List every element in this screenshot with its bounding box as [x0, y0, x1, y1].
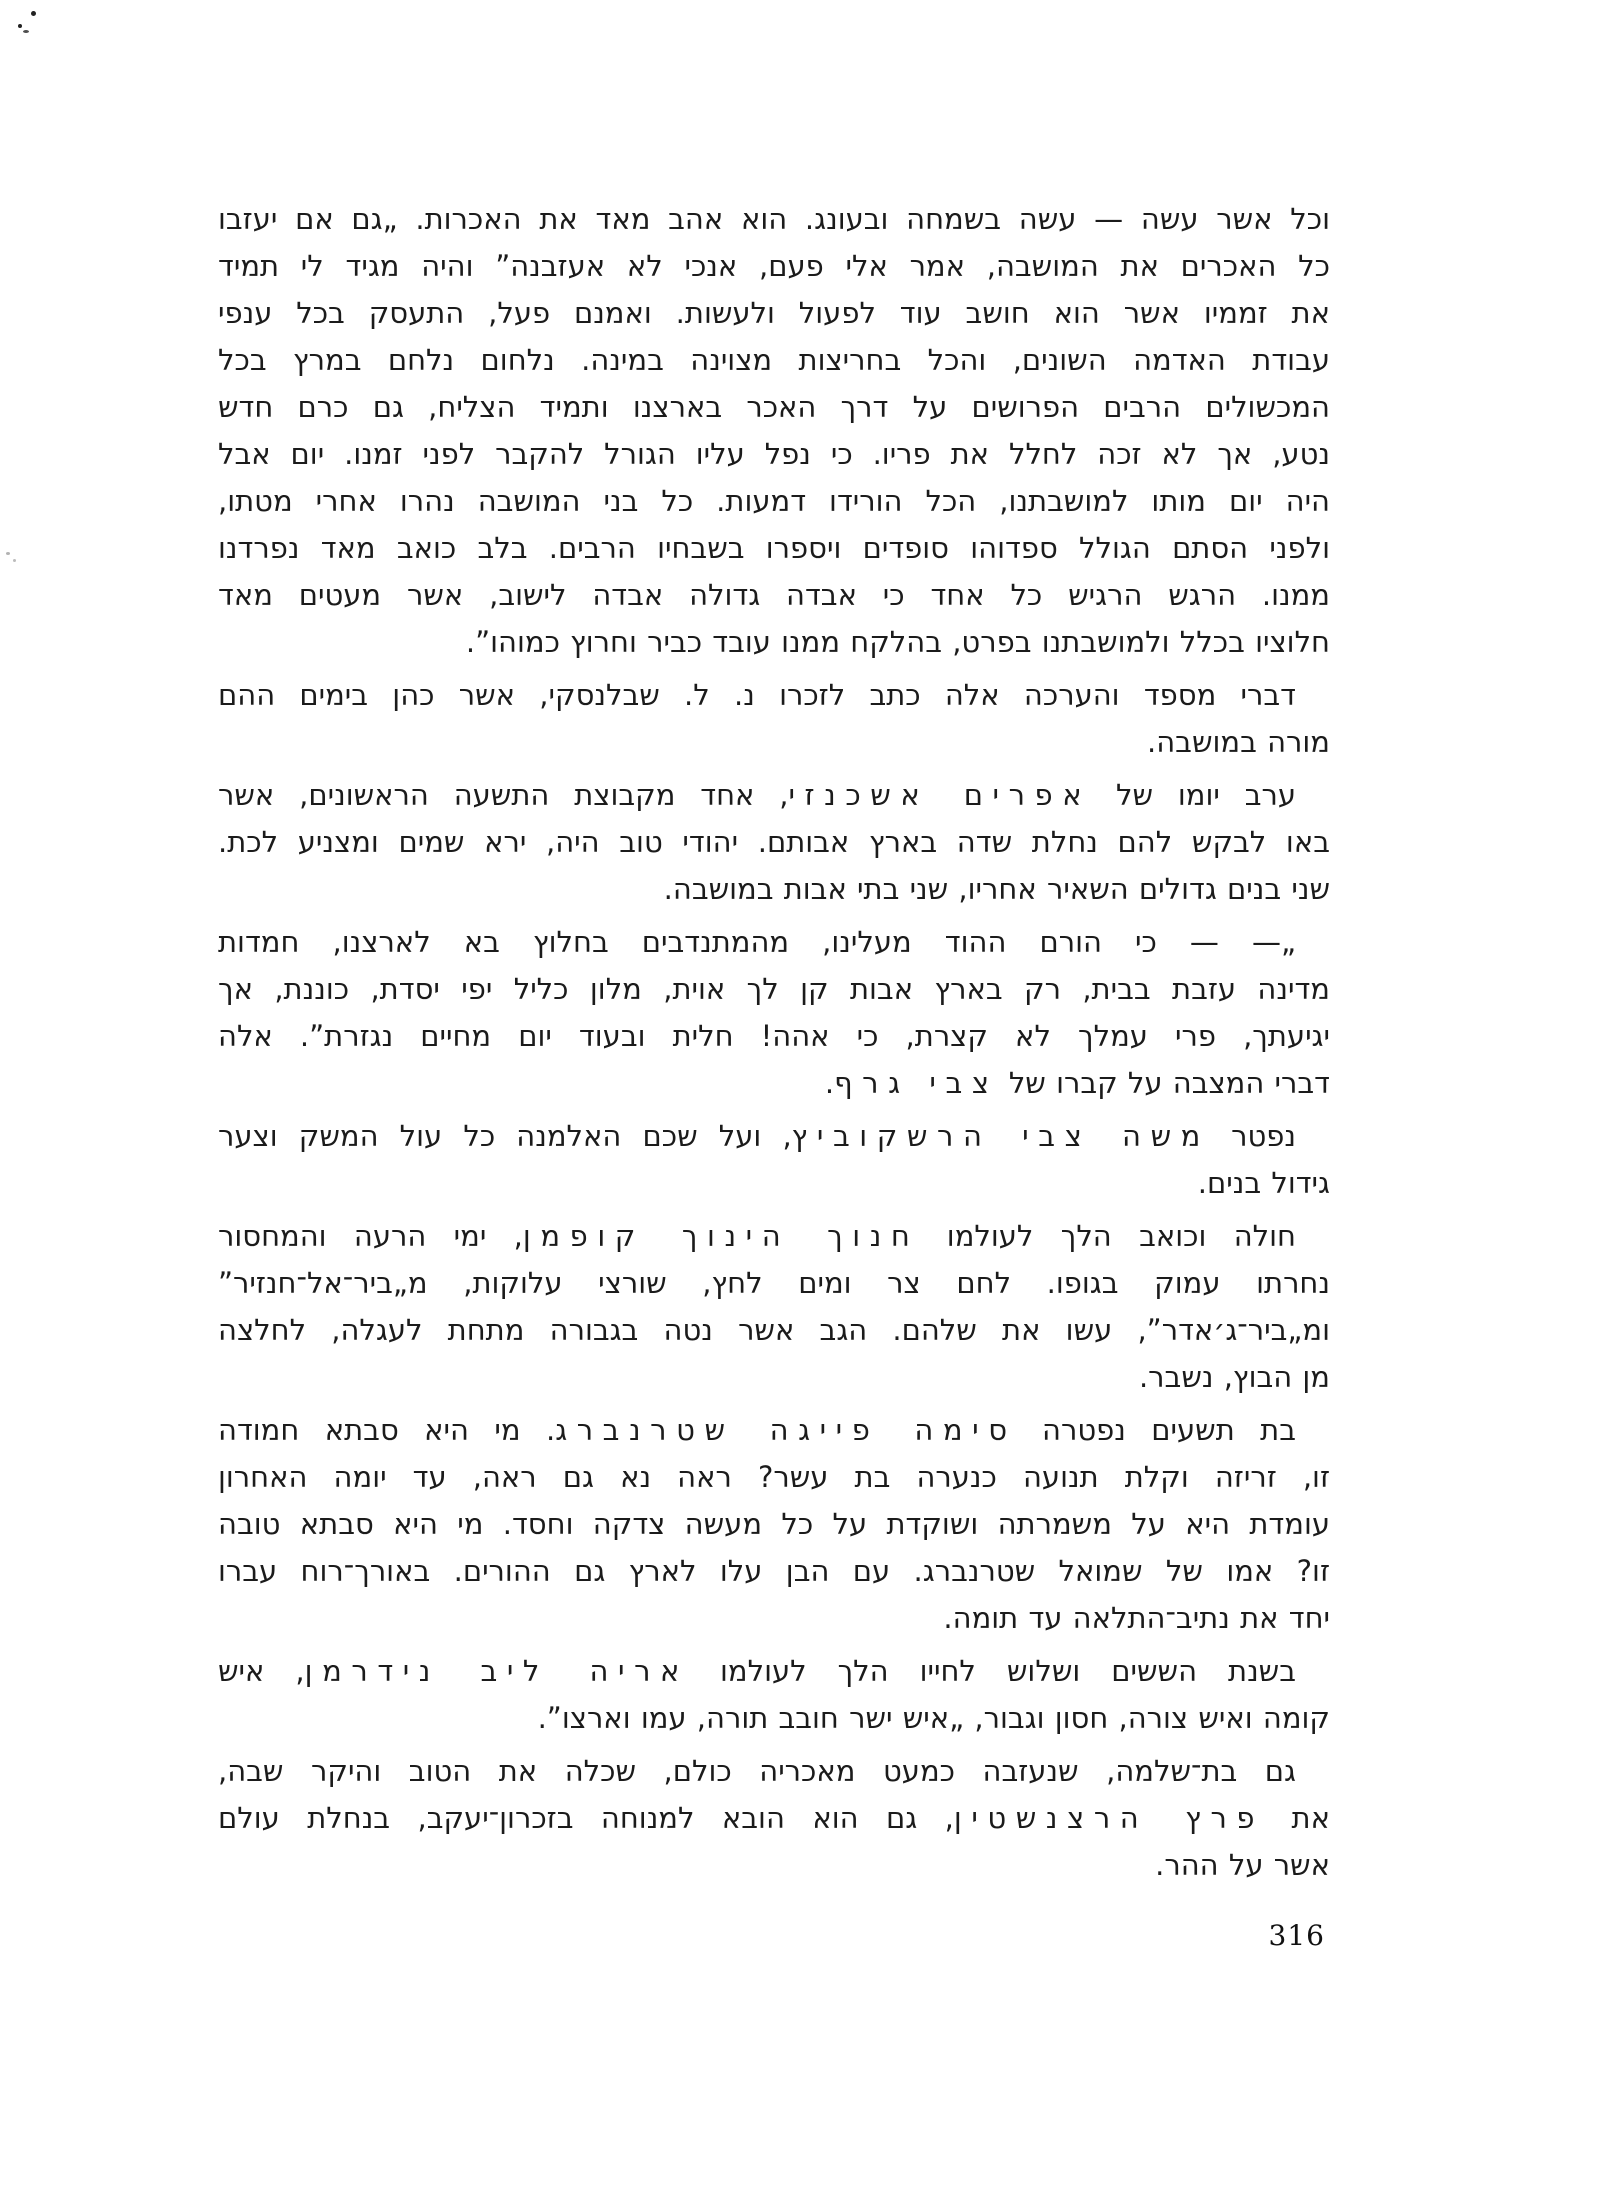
text-line: את זממיו אשר הוא חושב עוד לפעול ולעשות. ואמנם פעל, התעסק בכל ענפי: [218, 296, 1330, 330]
paragraph: [218, 772, 1330, 913]
text-line: היה יום מותו למושבתנו, הכל הורידו דמעות. כל בני המושבה נהרו אחרי מטתו,: [218, 484, 1330, 518]
person-name: צבי גרף: [834, 1066, 999, 1100]
person-name: אריה ליב נידרמן: [304, 1654, 689, 1688]
paragraph: [218, 1213, 1330, 1401]
text-line: יחד את נתיב־התלאה עד תומה.: [943, 1601, 1330, 1635]
person-name: פרץ הרצנשטין: [953, 1801, 1265, 1835]
text-line: זו, זריזה וקלת תנועה כנערה בת עשר? ראה נא גם ראה, עד יומה האחרון: [218, 1460, 1330, 1494]
text-line: ממנו. הרגש הרגיש כל אחד כי אבדה גדולה אבדה לישוב, אשר מעטים מאד: [218, 578, 1330, 612]
paragraph: [218, 1113, 1330, 1207]
text-line: ערב יומו של אפרים אשכנזי, אחד מקבוצת התשעה הראשונים, אשר: [218, 778, 1296, 812]
text-line: אשר על ההר.: [1155, 1848, 1330, 1882]
text-block: [218, 196, 1330, 1889]
text-line: שני בנים גדולים השאיר אחריו, שני בתי אבות במושבה.: [663, 872, 1330, 906]
ink-speck: [31, 11, 36, 16]
person-name: חנוך הינוך קופמן: [522, 1219, 920, 1253]
text-line: חולה וכואב הלך לעולמו חנוך הינוך קופמן, ימי הרעה והמחסור: [218, 1219, 1296, 1253]
text-line: המכשולים הרבים הפרושים על דרך האכר בארצנו ותמיד הצליח, גם כרם חדש: [218, 390, 1330, 424]
text-line: ומ„ביר־ג׳אדר”, עשו את שלהם. הגב אשר נטה בגבורה מתחת לעגלה, לחלצה: [218, 1313, 1330, 1347]
text-line: כל האכרים את המושבה, אמר אלי פעם, אנכי לא אעזבנה” והיה מגיד לי תמיד: [218, 249, 1330, 283]
ink-speck: [18, 24, 22, 28]
paragraph: [218, 1748, 1330, 1889]
text-line: בשנת הששים ושלוש לחייו הלך לעולמו אריה ליב נידרמן, איש: [218, 1654, 1296, 1688]
paragraph: [218, 196, 1330, 666]
ink-speck: [23, 30, 29, 33]
text-line: נפטר משה צבי הרשקוביץ, ועל שכם האלמנה כל עול המשק וצער: [218, 1119, 1296, 1153]
text-line: מורה במושבה.: [1147, 725, 1330, 759]
text-line: קומה ואיש צורה, חסון וגבור, „איש ישר חובב תורה, עמו וארצו”.: [537, 1701, 1330, 1735]
person-name: סימה פייגה שטרנברג: [555, 1413, 1017, 1447]
text-line: גידול בנים.: [1197, 1166, 1330, 1200]
text-line: „— — כי הורם ההוד מעלינו, מהמתנדבים בחלוץ בא לארצנו, חמדות: [218, 925, 1296, 959]
text-line: ולפני הסתם הגולל ספדוהו סופדים ויספרו בשבחיו הרבים. בלב כואב מאד נפרדנו: [218, 531, 1330, 565]
text-line: את פרץ הרצנשטין, גם הוא הובא למנוחה בזכרון־יעקב, בנחלת עולם: [218, 1801, 1330, 1835]
text-line: עומדת היא על משמרתה ושוקדת על כל מעשה צדקה וחסד. מי היא סבתא טובה: [218, 1507, 1330, 1541]
text-line: חלוציו בכלל ולמושבתנו בפרט, בהלקח ממנו עובד כביר וחרוץ כמוהו”.: [465, 625, 1330, 659]
paragraph: [218, 1648, 1330, 1742]
text-line: זו? אמו של שמואל שטרנברג. עם הבן עלו לארץ גם ההורים. באורך־רוח עברו: [218, 1554, 1330, 1588]
text-line: עבודת האדמה השונים, והכל בחריצות מצוינה במינה. נלחום נלחם במרץ בכל: [218, 343, 1330, 377]
text-line: דברי המצבה על קברו של צבי גרף.: [824, 1066, 1330, 1100]
ink-speck: [6, 552, 10, 555]
paragraph: [218, 919, 1330, 1107]
text-line: נטע, אך לא זכה לחלל את פריו. כי נפל עליו הגורל להקבר לפני זמנו. יום אבל: [218, 437, 1330, 471]
text-line: דברי מספד והערכה אלה כתב לזכרו נ. ל. שבלנסקי, אשר כהן בימים ההם: [218, 678, 1296, 712]
person-name: אפרים אשכנזי: [788, 778, 1092, 812]
text-line: גם בת־שלמה, שנעזבה כמעט מאכריה כולם, שכלה את הטוב והיקר שבה,: [218, 1754, 1296, 1788]
paragraph: [218, 1407, 1330, 1642]
page-number: 316: [1268, 1919, 1325, 1952]
text-line: מן הבוץ, נשבר.: [1138, 1360, 1330, 1394]
text-line: וכל אשר עשה — עשה בשמחה ובעונג. הוא אהב מאד את האכרות. „גם אם יעזבו: [218, 202, 1330, 236]
text-line: באו לבקש להם נחלת שדה בארץ אבותם. יהודי טוב היה, ירא שמים ומצניע לכת.: [218, 825, 1330, 859]
text-line: מדינה עזבת בבית, רק בארץ אבות קן לך אוית, מלון כליל יפי יסדת, כוננת, אך: [218, 972, 1330, 1006]
paragraph: [218, 672, 1330, 766]
text-line: נחרתו עמוק בגופו. לחם צר ומים לחץ, שורצי עלוקות, מ„ביר־אל־חנזיר”: [218, 1266, 1330, 1300]
text-line: יגיעתך, פרי עמלך לא קצרת, כי אהה! חלית ובעוד יום מחיים נגזרת”. אלה: [218, 1019, 1330, 1053]
ink-speck: [13, 559, 16, 562]
text-line: בת תשעים נפטרה סימה פייגה שטרנברג. מי היא סבתא חמודה: [218, 1413, 1296, 1447]
person-name: משה צבי הרשקוביץ: [791, 1119, 1210, 1153]
